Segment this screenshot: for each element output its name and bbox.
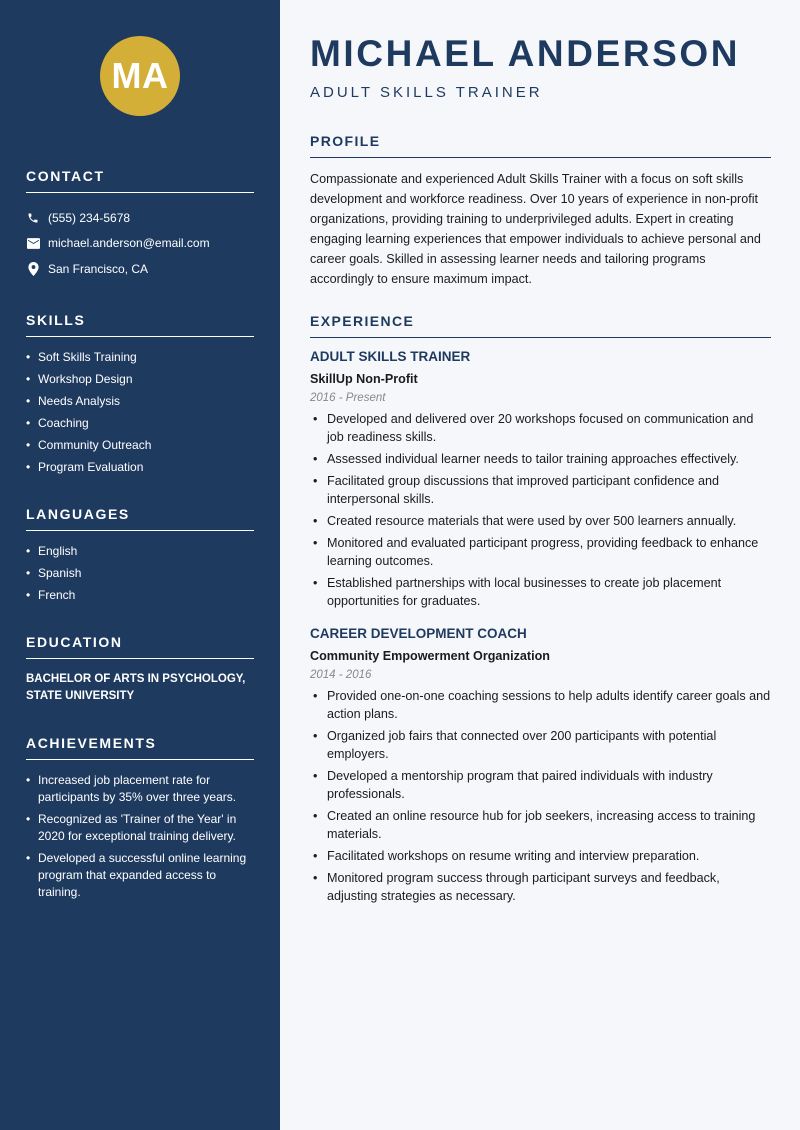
experience-section (310, 313, 771, 905)
job-company: Community Empowerment Organization (310, 649, 551, 663)
language-item: • English (26, 543, 254, 560)
job-entry (310, 349, 771, 610)
job-entry (310, 626, 771, 905)
job-bullet: • Developed and delivered over 20 workshops focused on communication and job readiness skills. (310, 410, 771, 446)
experience-heading: EXPERIENCE (310, 313, 771, 338)
language-item: • French (26, 587, 254, 604)
job-dates: 2016 - Present (310, 392, 386, 404)
job-bullet: • Assessed individual learner needs to tailor training approaches effectively. (310, 450, 771, 468)
job-bullet: • Established partnerships with local businesses to create job placement opportunities for graduates. (310, 574, 771, 610)
contact-phone-text: (555) 234-5678 (48, 210, 131, 225)
education-section (26, 634, 254, 705)
contact-phone (26, 205, 254, 231)
skill-item: • Coaching (26, 415, 254, 432)
phone-icon (26, 211, 40, 225)
job-dates: 2014 - 2016 (310, 669, 372, 681)
language-item: • Spanish (26, 565, 254, 582)
achievements-section (26, 735, 254, 901)
contact-heading: CONTACT (26, 168, 254, 193)
candidate-name: MICHAEL ANDERSON (310, 33, 741, 74)
sidebar (0, 0, 280, 1130)
languages-section (26, 506, 254, 604)
job-bullets (310, 410, 771, 610)
job-bullet: • Provided one-on-one coaching sessions to help adults identify career goals and action plans. (310, 687, 771, 723)
profile-section (310, 133, 771, 289)
contact-location (26, 256, 254, 282)
profile-heading: PROFILE (310, 133, 771, 158)
location-pin-icon (26, 262, 40, 276)
job-bullet: • Monitored program success through participant surveys and feedback, adjusting strategies as necessary. (310, 869, 771, 905)
education-degree: BACHELOR OF ARTS IN PSYCHOLOGY, STATE UNIVERSITY (26, 672, 246, 702)
job-bullet: • Organized job fairs that connected over 200 participants with potential employers. (310, 727, 771, 763)
achievements-list (26, 772, 254, 901)
languages-heading: LANGUAGES (26, 506, 254, 531)
job-bullet: • Created resource materials that were used by over 500 learners annually. (310, 512, 771, 530)
job-bullet: • Created an online resource hub for job seekers, increasing access to training materials. (310, 807, 771, 843)
skill-item: • Soft Skills Training (26, 349, 254, 366)
job-title: CAREER DEVELOPMENT COACH (310, 626, 527, 641)
main-content (280, 0, 800, 1130)
profile-text: Compassionate and experienced Adult Skills Trainer with a focus on soft skills development and workforce readiness. Over 10 years of experience in non-profit organizations, providing training to underprivileged adults. Expert in creating engaging learning experiences that empower individuals to achieve personal and career goals. Skilled in assessing learner needs and tailoring programs accordingly to ensure maximum impact. (310, 172, 761, 286)
mail-icon (26, 236, 40, 250)
contact-email (26, 231, 254, 257)
job-title: ADULT SKILLS TRAINER (310, 349, 471, 364)
contact-section (26, 168, 254, 282)
contact-email-text: michael.anderson@email.com (48, 236, 210, 251)
achievements-heading: ACHIEVEMENTS (26, 735, 254, 760)
avatar-initials: MA (111, 55, 169, 96)
job-bullet: • Facilitated group discussions that improved participant confidence and interpersonal skills. (310, 472, 771, 508)
skill-item: • Program Evaluation (26, 459, 254, 476)
job-bullet: • Monitored and evaluated participant progress, providing feedback to enhance learning outcomes. (310, 534, 771, 570)
job-company: SkillUp Non-Profit (310, 372, 418, 386)
job-bullet: • Facilitated workshops on resume writing and interview preparation. (310, 847, 771, 865)
skills-heading: SKILLS (26, 312, 254, 337)
achievement-item: • Increased job placement rate for participants by 35% over three years. (26, 772, 254, 806)
skills-section (26, 312, 254, 476)
achievement-item: • Recognized as 'Trainer of the Year' in 2020 for exceptional training delivery. (26, 811, 254, 845)
education-heading: EDUCATION (26, 634, 254, 659)
job-bullet: • Developed a mentorship program that paired individuals with industry professionals. (310, 767, 771, 803)
skill-item: • Needs Analysis (26, 393, 254, 410)
avatar (100, 36, 180, 116)
job-bullets (310, 687, 771, 905)
skill-item: • Community Outreach (26, 437, 254, 454)
candidate-title: ADULT SKILLS TRAINER (310, 84, 543, 101)
skill-item: • Workshop Design (26, 371, 254, 388)
languages-list (26, 543, 254, 604)
contact-location-text: San Francisco, CA (48, 261, 149, 276)
achievement-item: • Developed a successful online learning program that expanded access to training. (26, 850, 254, 901)
skills-list (26, 349, 254, 476)
